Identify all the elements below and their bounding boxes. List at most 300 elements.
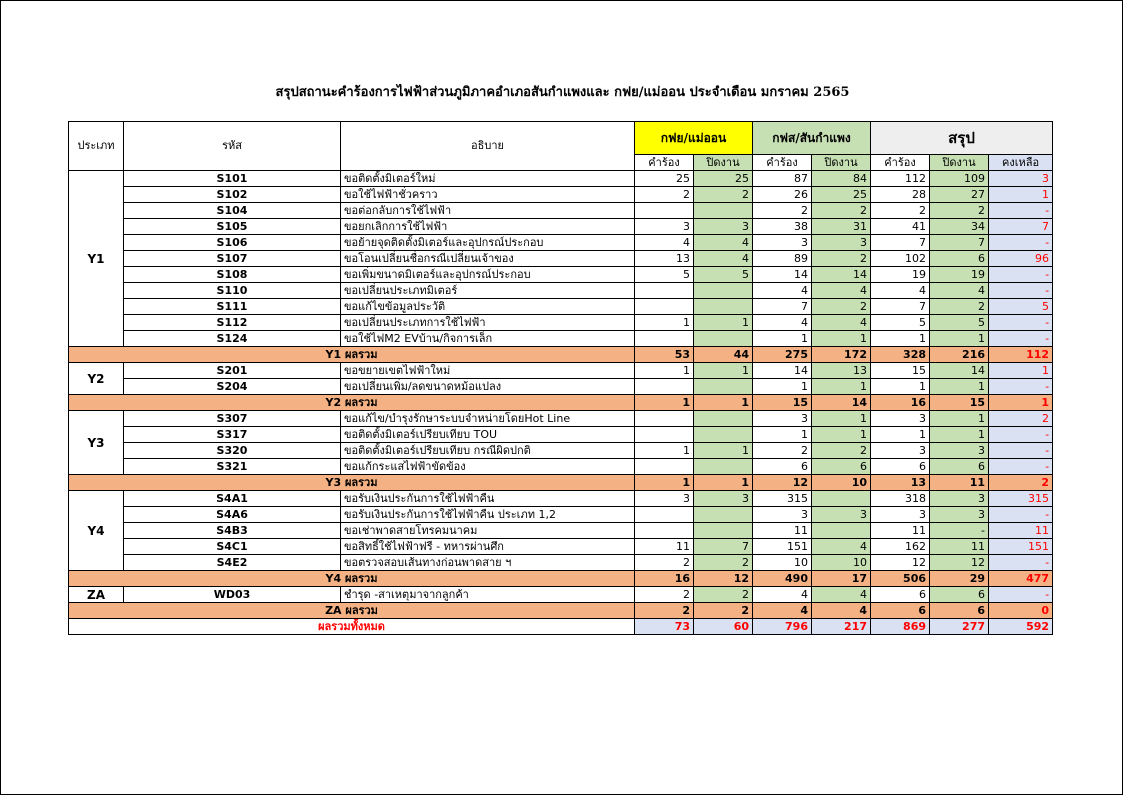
summary-remaining-cell: 11 <box>989 523 1053 539</box>
maeon-closed-cell: 2 <box>694 555 753 571</box>
code-cell: S110 <box>124 283 341 299</box>
subheader-request: คำร้อง <box>753 155 812 171</box>
summary-request-cell: 3 <box>871 443 930 459</box>
grand-total-summary-remaining-cell: 592 <box>989 619 1053 635</box>
summary-remaining-cell: - <box>989 459 1053 475</box>
subtotal-maeon-closed-cell: 1 <box>694 475 753 491</box>
subtotal-sankamphaeng-closed-cell: 14 <box>812 395 871 411</box>
summary-remaining-cell: - <box>989 235 1053 251</box>
table-row <box>69 315 1053 331</box>
sankamphaeng-request-cell: 2 <box>753 443 812 459</box>
type-cell: Y3 <box>69 411 124 475</box>
maeon-request-cell <box>635 523 694 539</box>
subtotal-summary-remaining-cell: 112 <box>989 347 1053 363</box>
maeon-closed-cell: 25 <box>694 171 753 187</box>
subtotal-sankamphaeng-request-cell: 490 <box>753 571 812 587</box>
description-cell: ขอเปลี่ยนประเภทมิเตอร์ <box>341 283 635 299</box>
maeon-closed-cell <box>694 331 753 347</box>
maeon-request-cell <box>635 459 694 475</box>
sankamphaeng-closed-cell <box>812 523 871 539</box>
code-cell: S4B3 <box>124 523 341 539</box>
sankamphaeng-request-cell: 1 <box>753 379 812 395</box>
sankamphaeng-request-cell: 14 <box>753 363 812 379</box>
summary-remaining-cell: - <box>989 379 1053 395</box>
maeon-closed-cell: 1 <box>694 315 753 331</box>
maeon-request-cell: 1 <box>635 363 694 379</box>
table-row <box>69 555 1053 571</box>
subtotal-summary-remaining-cell: 2 <box>989 475 1053 491</box>
grand-total-summary-closed-cell: 277 <box>930 619 989 635</box>
code-cell: S321 <box>124 459 341 475</box>
summary-request-cell: 7 <box>871 299 930 315</box>
group-header-summary: สรุป <box>871 122 1053 155</box>
sankamphaeng-closed-cell: 4 <box>812 283 871 299</box>
summary-request-cell: 2 <box>871 203 930 219</box>
grand-total-summary-request-cell: 869 <box>871 619 930 635</box>
type-cell: Y1 <box>69 171 124 347</box>
summary-request-cell: 5 <box>871 315 930 331</box>
maeon-closed-cell: 1 <box>694 363 753 379</box>
sankamphaeng-request-cell: 87 <box>753 171 812 187</box>
summary-closed-cell: 2 <box>930 203 989 219</box>
sankamphaeng-request-cell: 151 <box>753 539 812 555</box>
maeon-request-cell: 11 <box>635 539 694 555</box>
subtotal-summary-closed-cell: 11 <box>930 475 989 491</box>
maeon-request-cell <box>635 203 694 219</box>
summary-remaining-cell: 5 <box>989 299 1053 315</box>
grand-total-maeon-closed-cell: 60 <box>694 619 753 635</box>
summary-closed-cell: 3 <box>930 443 989 459</box>
grand-total-row <box>69 619 1053 635</box>
summary-request-cell: 11 <box>871 523 930 539</box>
summary-request-cell: 1 <box>871 379 930 395</box>
sankamphaeng-closed-cell: 2 <box>812 443 871 459</box>
summary-closed-cell: 3 <box>930 507 989 523</box>
subtotal-summary-closed-cell: 6 <box>930 603 989 619</box>
maeon-request-cell <box>635 331 694 347</box>
description-cell: ขอสิทธิ์ใช้ไฟฟ้าฟรี - ทหารผ่านศึก <box>341 539 635 555</box>
subtotal-maeon-closed-cell: 12 <box>694 571 753 587</box>
description-cell: ขอเปลี่ยนเพิ่ม/ลดขนาดหม้อแปลง <box>341 379 635 395</box>
subtotal-summary-request-cell: 13 <box>871 475 930 491</box>
sankamphaeng-request-cell: 6 <box>753 459 812 475</box>
maeon-closed-cell: 3 <box>694 219 753 235</box>
description-cell: ขอย้ายจุดติดตั้งมิเตอร์และอุปกรณ์ประกอบ <box>341 235 635 251</box>
description-cell: ขอเช่าพาดสายโทรคมนาคม <box>341 523 635 539</box>
subtotal-sankamphaeng-request-cell: 15 <box>753 395 812 411</box>
code-cell: S204 <box>124 379 341 395</box>
subtotal-row <box>69 475 1053 491</box>
sankamphaeng-closed-cell: 13 <box>812 363 871 379</box>
type-cell: Y2 <box>69 363 124 395</box>
sankamphaeng-closed-cell: 4 <box>812 315 871 331</box>
code-cell: S4A1 <box>124 491 341 507</box>
maeon-closed-cell <box>694 459 753 475</box>
summary-remaining-cell: 315 <box>989 491 1053 507</box>
summary-closed-cell: 1 <box>930 411 989 427</box>
subheader-closed: ปิดงาน <box>812 155 871 171</box>
group-header-sankamphaeng: กฟส/สันกำแพง <box>753 122 871 155</box>
maeon-request-cell <box>635 507 694 523</box>
summary-closed-cell: 34 <box>930 219 989 235</box>
report-title: สรุปสถานะคำร้องการไฟฟ้าส่วนภูมิภาคอำเภอสันกำแพงและ กฟย/แม่ออน ประจำเดือน มกราคม 2565 <box>275 85 850 100</box>
col-header-code: รหัส <box>124 122 341 171</box>
code-cell: S108 <box>124 267 341 283</box>
sankamphaeng-request-cell: 3 <box>753 235 812 251</box>
code-cell: WD03 <box>124 587 341 603</box>
maeon-request-cell <box>635 299 694 315</box>
subtotal-summary-request-cell: 16 <box>871 395 930 411</box>
description-cell: ชำรุด -สาเหตุมาจากลูกค้า <box>341 587 635 603</box>
summary-remaining-cell: - <box>989 507 1053 523</box>
maeon-closed-cell: 7 <box>694 539 753 555</box>
sankamphaeng-request-cell: 14 <box>753 267 812 283</box>
sankamphaeng-closed-cell: 3 <box>812 235 871 251</box>
sankamphaeng-closed-cell: 1 <box>812 411 871 427</box>
sankamphaeng-closed-cell: 2 <box>812 251 871 267</box>
description-cell: ขอโอนเปลี่ยนชื่อกรณีเปลี่ยนเจ้าของ <box>341 251 635 267</box>
subheader-request: คำร้อง <box>635 155 694 171</box>
description-cell: ขอติดตั้งมิเตอร์เปรียบเทียบ TOU <box>341 427 635 443</box>
table-row <box>69 539 1053 555</box>
summary-closed-cell: 7 <box>930 235 989 251</box>
col-header-type: ประเภท <box>69 122 124 171</box>
description-cell: ขอขยายเขตไฟฟ้าใหม่ <box>341 363 635 379</box>
table-row <box>69 235 1053 251</box>
table-row <box>69 363 1053 379</box>
code-cell: S102 <box>124 187 341 203</box>
maeon-request-cell: 2 <box>635 587 694 603</box>
subtotal-summary-request-cell: 328 <box>871 347 930 363</box>
sankamphaeng-closed-cell: 31 <box>812 219 871 235</box>
sankamphaeng-request-cell: 4 <box>753 587 812 603</box>
summary-closed-cell: 6 <box>930 587 989 603</box>
subheader-remaining: คงเหลือ <box>989 155 1053 171</box>
summary-remaining-cell: 151 <box>989 539 1053 555</box>
subtotal-summary-request-cell: 506 <box>871 571 930 587</box>
code-cell: S111 <box>124 299 341 315</box>
description-cell: ขอติดตั้งมิเตอร์ใหม่ <box>341 171 635 187</box>
summary-request-cell: 6 <box>871 459 930 475</box>
sankamphaeng-closed-cell: 4 <box>812 587 871 603</box>
summary-remaining-cell: - <box>989 203 1053 219</box>
subtotal-maeon-request-cell: 53 <box>635 347 694 363</box>
maeon-request-cell <box>635 411 694 427</box>
subtotal-maeon-closed-cell: 44 <box>694 347 753 363</box>
subtotal-maeon-closed-cell: 2 <box>694 603 753 619</box>
sankamphaeng-closed-cell: 1 <box>812 331 871 347</box>
summary-remaining-cell: 3 <box>989 171 1053 187</box>
table-row <box>69 459 1053 475</box>
sankamphaeng-request-cell: 2 <box>753 203 812 219</box>
subtotal-summary-closed-cell: 15 <box>930 395 989 411</box>
maeon-closed-cell: 4 <box>694 235 753 251</box>
summary-closed-cell: 6 <box>930 251 989 267</box>
maeon-request-cell: 4 <box>635 235 694 251</box>
summary-remaining-cell: - <box>989 267 1053 283</box>
code-cell: S4A6 <box>124 507 341 523</box>
summary-request-cell: 12 <box>871 555 930 571</box>
summary-remaining-cell: - <box>989 587 1053 603</box>
maeon-closed-cell <box>694 507 753 523</box>
summary-request-cell: 3 <box>871 507 930 523</box>
summary-request-cell: 6 <box>871 587 930 603</box>
code-cell: S124 <box>124 331 341 347</box>
type-cell: ZA <box>69 587 124 603</box>
code-cell: S107 <box>124 251 341 267</box>
sankamphaeng-request-cell: 1 <box>753 331 812 347</box>
subheader-closed: ปิดงาน <box>694 155 753 171</box>
summary-closed-cell: 1 <box>930 331 989 347</box>
maeon-closed-cell <box>694 299 753 315</box>
summary-remaining-cell: 2 <box>989 411 1053 427</box>
summary-remaining-cell: - <box>989 443 1053 459</box>
grand-total-sankamphaeng-request-cell: 796 <box>753 619 812 635</box>
summary-request-cell: 3 <box>871 411 930 427</box>
sankamphaeng-closed-cell: 84 <box>812 171 871 187</box>
sankamphaeng-closed-cell: 4 <box>812 539 871 555</box>
summary-request-cell: 1 <box>871 331 930 347</box>
sankamphaeng-closed-cell: 6 <box>812 459 871 475</box>
subtotal-sankamphaeng-closed-cell: 4 <box>812 603 871 619</box>
table-row <box>69 251 1053 267</box>
maeon-closed-cell: 1 <box>694 443 753 459</box>
table-row <box>69 219 1053 235</box>
subheader-request: คำร้อง <box>871 155 930 171</box>
subtotal-sankamphaeng-closed-cell: 10 <box>812 475 871 491</box>
subtotal-label: Y3 ผลรวม <box>69 475 635 491</box>
code-cell: S201 <box>124 363 341 379</box>
code-cell: S104 <box>124 203 341 219</box>
subtotal-row <box>69 395 1053 411</box>
summary-request-cell: 7 <box>871 235 930 251</box>
summary-closed-cell: 4 <box>930 283 989 299</box>
subtotal-summary-remaining-cell: 0 <box>989 603 1053 619</box>
summary-closed-cell: 109 <box>930 171 989 187</box>
subtotal-label: Y1 ผลรวม <box>69 347 635 363</box>
summary-closed-cell: 27 <box>930 187 989 203</box>
subtotal-maeon-closed-cell: 1 <box>694 395 753 411</box>
summary-remaining-cell: - <box>989 331 1053 347</box>
sankamphaeng-request-cell: 7 <box>753 299 812 315</box>
description-cell: ขอแก้กระแสไฟฟ้าขัดข้อง <box>341 459 635 475</box>
summary-request-cell: 41 <box>871 219 930 235</box>
sankamphaeng-request-cell: 3 <box>753 507 812 523</box>
description-cell: ขอต่อกลับการใช้ไฟฟ้า <box>341 203 635 219</box>
description-cell: ขอแก้ไข/บำรุงรักษาระบบจำหน่ายโดยHot Line <box>341 411 635 427</box>
subtotal-maeon-request-cell: 1 <box>635 475 694 491</box>
maeon-request-cell: 1 <box>635 315 694 331</box>
summary-closed-cell: 1 <box>930 427 989 443</box>
subtotal-summary-closed-cell: 216 <box>930 347 989 363</box>
sankamphaeng-request-cell: 4 <box>753 315 812 331</box>
sankamphaeng-request-cell: 1 <box>753 427 812 443</box>
sankamphaeng-closed-cell: 14 <box>812 267 871 283</box>
table-row <box>69 379 1053 395</box>
maeon-closed-cell <box>694 523 753 539</box>
subtotal-row <box>69 603 1053 619</box>
maeon-request-cell: 25 <box>635 171 694 187</box>
maeon-request-cell <box>635 283 694 299</box>
summary-closed-cell: 2 <box>930 299 989 315</box>
table-row <box>69 203 1053 219</box>
code-cell: S317 <box>124 427 341 443</box>
summary-remaining-cell: 1 <box>989 187 1053 203</box>
table-row <box>69 491 1053 507</box>
summary-closed-cell: - <box>930 523 989 539</box>
description-cell: ขอรับเงินประกันการใช้ไฟฟ้าคืน <box>341 491 635 507</box>
description-cell: ขอยกเลิกการใช้ไฟฟ้า <box>341 219 635 235</box>
summary-remaining-cell: 7 <box>989 219 1053 235</box>
summary-remaining-cell: - <box>989 555 1053 571</box>
subtotal-summary-closed-cell: 29 <box>930 571 989 587</box>
subtotal-sankamphaeng-closed-cell: 17 <box>812 571 871 587</box>
maeon-request-cell <box>635 427 694 443</box>
sankamphaeng-request-cell: 4 <box>753 283 812 299</box>
grand-total-sankamphaeng-closed-cell: 217 <box>812 619 871 635</box>
sankamphaeng-closed-cell: 1 <box>812 379 871 395</box>
summary-request-cell: 15 <box>871 363 930 379</box>
description-cell: ขอใช้ไฟM2 EVบ้าน/กิจการเล็ก <box>341 331 635 347</box>
subtotal-summary-remaining-cell: 1 <box>989 395 1053 411</box>
maeon-closed-cell <box>694 411 753 427</box>
summary-remaining-cell: 96 <box>989 251 1053 267</box>
summary-closed-cell: 6 <box>930 459 989 475</box>
subtotal-sankamphaeng-request-cell: 4 <box>753 603 812 619</box>
maeon-closed-cell <box>694 203 753 219</box>
code-cell: S4C1 <box>124 539 341 555</box>
maeon-closed-cell: 4 <box>694 251 753 267</box>
table-row <box>69 171 1053 187</box>
maeon-closed-cell: 2 <box>694 587 753 603</box>
maeon-request-cell: 3 <box>635 491 694 507</box>
subtotal-sankamphaeng-request-cell: 12 <box>753 475 812 491</box>
maeon-request-cell: 5 <box>635 267 694 283</box>
summary-closed-cell: 3 <box>930 491 989 507</box>
group-header-maeon: กฟย/แม่ออน <box>635 122 753 155</box>
maeon-closed-cell: 5 <box>694 267 753 283</box>
description-cell: ขอใช้ไฟฟ้าชั่วคราว <box>341 187 635 203</box>
maeon-request-cell: 2 <box>635 555 694 571</box>
table-row <box>69 411 1053 427</box>
sankamphaeng-request-cell: 26 <box>753 187 812 203</box>
sankamphaeng-closed-cell: 1 <box>812 427 871 443</box>
sankamphaeng-closed-cell: 10 <box>812 555 871 571</box>
subtotal-row <box>69 347 1053 363</box>
subtotal-row <box>69 571 1053 587</box>
code-cell: S105 <box>124 219 341 235</box>
table-row <box>69 283 1053 299</box>
maeon-closed-cell <box>694 427 753 443</box>
maeon-request-cell: 3 <box>635 219 694 235</box>
maeon-closed-cell: 3 <box>694 491 753 507</box>
subtotal-label: Y2 ผลรวม <box>69 395 635 411</box>
code-cell: S307 <box>124 411 341 427</box>
table-row <box>69 427 1053 443</box>
summary-request-cell: 28 <box>871 187 930 203</box>
description-cell: ขอเปลี่ยนประเภทการใช้ไฟฟ้า <box>341 315 635 331</box>
sankamphaeng-closed-cell: 3 <box>812 507 871 523</box>
subtotal-label: ZA ผลรวม <box>69 603 635 619</box>
subheader-closed: ปิดงาน <box>930 155 989 171</box>
sankamphaeng-closed-cell: 25 <box>812 187 871 203</box>
col-header-desc: อธิบาย <box>341 122 635 171</box>
summary-closed-cell: 11 <box>930 539 989 555</box>
table-row <box>69 507 1053 523</box>
summary-request-cell: 19 <box>871 267 930 283</box>
table-row <box>69 299 1053 315</box>
description-cell: ขอเพิ่มขนาดมิเตอร์และอุปกรณ์ประกอบ <box>341 267 635 283</box>
summary-request-cell: 318 <box>871 491 930 507</box>
code-cell: S101 <box>124 171 341 187</box>
summary-closed-cell: 12 <box>930 555 989 571</box>
summary-closed-cell: 19 <box>930 267 989 283</box>
maeon-closed-cell <box>694 283 753 299</box>
summary-request-cell: 112 <box>871 171 930 187</box>
table-row <box>69 331 1053 347</box>
maeon-request-cell <box>635 379 694 395</box>
grand-total-label: ผลรวมทั้งหมด <box>69 619 635 635</box>
summary-request-cell: 162 <box>871 539 930 555</box>
summary-remaining-cell: - <box>989 315 1053 331</box>
table-row <box>69 587 1053 603</box>
sankamphaeng-request-cell: 11 <box>753 523 812 539</box>
table-row <box>69 523 1053 539</box>
maeon-request-cell: 1 <box>635 443 694 459</box>
code-cell: S4E2 <box>124 555 341 571</box>
maeon-request-cell: 13 <box>635 251 694 267</box>
maeon-closed-cell: 2 <box>694 187 753 203</box>
subtotal-maeon-request-cell: 1 <box>635 395 694 411</box>
sankamphaeng-closed-cell: 2 <box>812 299 871 315</box>
grand-total-maeon-request-cell: 73 <box>635 619 694 635</box>
table-row <box>69 443 1053 459</box>
maeon-closed-cell <box>694 379 753 395</box>
summary-closed-cell: 5 <box>930 315 989 331</box>
maeon-request-cell: 2 <box>635 187 694 203</box>
summary-remaining-cell: - <box>989 283 1053 299</box>
table-row <box>69 267 1053 283</box>
sankamphaeng-request-cell: 315 <box>753 491 812 507</box>
description-cell: ขอแก้ไขข้อมูลประวัติ <box>341 299 635 315</box>
description-cell: ขอตรวจสอบเส้นทางก่อนพาดสาย ฯ <box>341 555 635 571</box>
sankamphaeng-request-cell: 38 <box>753 219 812 235</box>
sankamphaeng-closed-cell: 2 <box>812 203 871 219</box>
code-cell: S106 <box>124 235 341 251</box>
description-cell: ขอติดตั้งมิเตอร์เปรียบเทียบ กรณีผิดปกติ <box>341 443 635 459</box>
subtotal-label: Y4 ผลรวม <box>69 571 635 587</box>
code-cell: S320 <box>124 443 341 459</box>
sankamphaeng-request-cell: 3 <box>753 411 812 427</box>
table-row <box>69 187 1053 203</box>
description-cell: ขอรับเงินประกันการใช้ไฟฟ้าคืน ประเภท 1,2 <box>341 507 635 523</box>
sankamphaeng-request-cell: 10 <box>753 555 812 571</box>
sankamphaeng-request-cell: 89 <box>753 251 812 267</box>
subtotal-maeon-request-cell: 2 <box>635 603 694 619</box>
summary-request-cell: 102 <box>871 251 930 267</box>
code-cell: S112 <box>124 315 341 331</box>
summary-request-cell: 4 <box>871 283 930 299</box>
summary-remaining-cell: - <box>989 427 1053 443</box>
summary-request-cell: 1 <box>871 427 930 443</box>
subtotal-sankamphaeng-closed-cell: 172 <box>812 347 871 363</box>
type-cell: Y4 <box>69 491 124 571</box>
summary-closed-cell: 14 <box>930 363 989 379</box>
subtotal-sankamphaeng-request-cell: 275 <box>753 347 812 363</box>
summary-closed-cell: 1 <box>930 379 989 395</box>
subtotal-summary-request-cell: 6 <box>871 603 930 619</box>
subtotal-maeon-request-cell: 16 <box>635 571 694 587</box>
